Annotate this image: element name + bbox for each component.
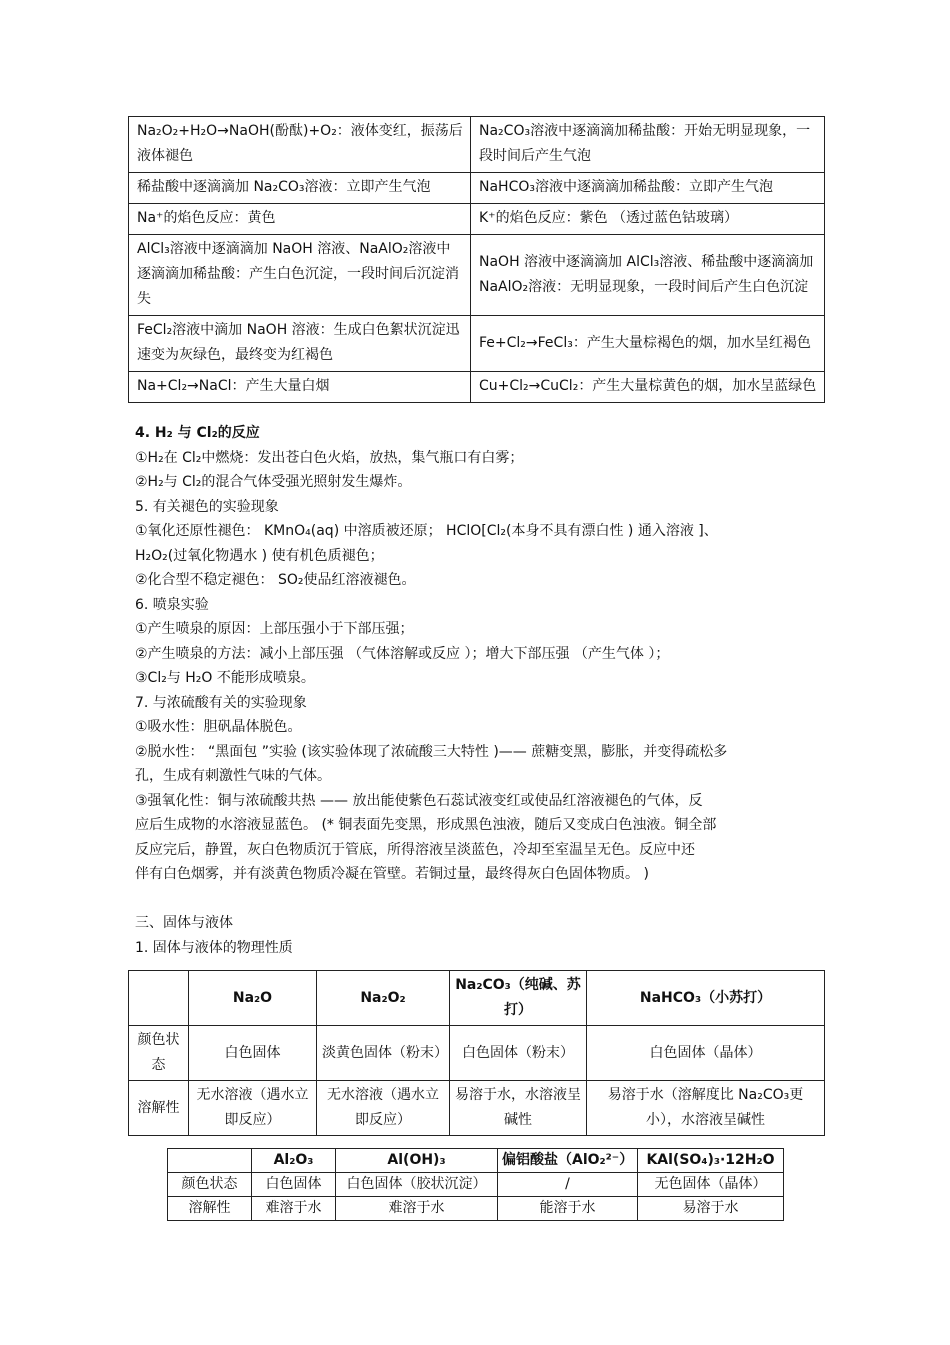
reaction-phenomena-table — [128, 116, 825, 403]
table-cell: 易溶于水（溶解度比 Na₂CO₃更小），水溶液呈碱性 — [587, 1081, 825, 1136]
table-cell: Na₂CO₃溶液中逐滴滴加稀盐酸：开始无明显现象，一段时间后产生气泡 — [471, 117, 825, 173]
table-cell: Na⁺的焰色反应：黄色 — [129, 204, 471, 235]
table-cell: 无水溶液（遇水立即反应） — [189, 1081, 317, 1136]
text-line: ②产生喷泉的方法：减小上部压强 （气体溶解或反应 ）；增大下部压强 （产生气体 ）； — [135, 645, 670, 662]
table-header: Na₂O₂ — [317, 971, 450, 1026]
table-header-row — [168, 1149, 784, 1173]
text-line: ③强氧化性：铜与浓硫酸共热 —— 放出能使紫色石蕊试液变红或使品红溶液褪色的气体，反 — [135, 792, 703, 809]
table-cell: 白色固体（粉末） — [450, 1026, 587, 1081]
table-header — [168, 1149, 252, 1173]
table-cell: 无色固体（晶体） — [638, 1173, 784, 1197]
row-label: 颜色状态 — [129, 1026, 189, 1081]
table-header: Na₂O — [189, 971, 317, 1026]
table-header — [129, 971, 189, 1026]
row-label: 颜色状态 — [168, 1173, 252, 1197]
aluminum-compounds-table — [167, 1148, 784, 1221]
table-cell: 能溶于水 — [498, 1197, 638, 1221]
table-cell: AlCl₃溶液中逐滴滴加 NaOH 溶液、NaAlO₂溶液中逐滴滴加稀盐酸：产生白色沉淀，一段时间后沉淀消失 — [129, 235, 471, 316]
text-line: ①产生喷泉的原因：上部压强小于下部压强； — [135, 621, 414, 637]
table-cell: NaOH 溶液中逐滴滴加 AlCl₃溶液、稀盐酸中逐滴滴加 NaAlO₂溶液：无明显现象，一段时间后产生白色沉淀 — [471, 235, 825, 316]
table-header: Al₂O₃ — [252, 1149, 336, 1173]
table-cell: 难溶于水 — [336, 1197, 498, 1221]
table-cell: 白色固体 — [252, 1173, 336, 1197]
table-header: 偏铝酸盐（AlO₂²⁻） — [498, 1149, 638, 1173]
chapter-heading: 三、固体与液体 — [135, 915, 233, 931]
table-row — [168, 1173, 784, 1197]
table-cell: 白色固体 — [189, 1026, 317, 1081]
table-header: KAl(SO₄)₃·12H₂O — [638, 1149, 784, 1173]
body-text — [135, 421, 825, 960]
section-heading-7: 7. 与浓硫酸有关的实验现象 — [135, 694, 307, 711]
text-line: 反应完后，静置，灰白色物质沉于管底，所得溶液呈淡蓝色，冷却至室温呈无色。反应中还 — [135, 841, 695, 858]
table-row — [129, 1081, 825, 1136]
table-row — [129, 316, 825, 372]
section-heading-4: 4. H₂ 与 Cl₂的反应 — [135, 425, 260, 441]
table-cell: 易溶于水，水溶液呈碱性 — [450, 1081, 587, 1136]
table-row — [129, 1026, 825, 1081]
table-row — [129, 204, 825, 235]
text-line: H₂O₂(过氧化物遇水 ) 使有机色质褪色； — [135, 547, 384, 564]
text-line: ①氧化还原性褪色： KMnO₄(aq) 中溶质被还原； HClO[Cl₂(本身不具有漂白性 ) 通入溶液 ]、 — [135, 523, 718, 539]
table-cell: Na₂O₂+H₂O→NaOH(酚酞)+O₂：液体变红，振荡后液体褪色 — [129, 117, 471, 173]
table-header-row — [129, 971, 825, 1026]
sodium-compounds-table — [128, 970, 825, 1136]
table-cell: FeCl₂溶液中滴加 NaOH 溶液：生成白色絮状沉淀迅速变为灰绿色，最终变为红褐色 — [129, 316, 471, 372]
table-row — [129, 173, 825, 204]
spacer — [135, 887, 825, 912]
table-cell: K⁺的焰色反应：紫色 （透过蓝色钴玻璃） — [471, 204, 825, 235]
text-line: ①吸水性：胆矾晶体脱色。 — [135, 719, 302, 735]
table-cell: NaHCO₃溶液中逐滴滴加稀盐酸：立即产生气泡 — [471, 173, 825, 204]
table-header: Al(OH)₃ — [336, 1149, 498, 1173]
section-heading-5: 5. 有关褪色的实验现象 — [135, 498, 279, 515]
text-line: ②化合型不稳定褪色： SO₂使品红溶液褪色。 — [135, 572, 416, 588]
table-row — [129, 117, 825, 173]
table-cell: 易溶于水 — [638, 1197, 784, 1221]
section-heading-1: 1. 固体与液体的物理性质 — [135, 939, 293, 956]
section-heading-6: 6. 喷泉实验 — [135, 596, 209, 613]
table-cell: 无水溶液（遇水立即反应） — [317, 1081, 450, 1136]
table-cell: / — [498, 1173, 638, 1197]
row-label: 溶解性 — [168, 1197, 252, 1221]
text-line: 应后生成物的水溶液显蓝色。 (* 铜表面先变黑，形成黑色浊液，随后又变成白色浊液。铜全部 — [135, 817, 717, 833]
table-cell: 淡黄色固体（粉末） — [317, 1026, 450, 1081]
table-cell: 白色固体（胶状沉淀） — [336, 1173, 498, 1197]
table-cell: 难溶于水 — [252, 1197, 336, 1221]
table-cell: Na+Cl₂→NaCl：产生大量白烟 — [129, 372, 471, 403]
text-line: ①H₂在 Cl₂中燃烧：发出苍白色火焰，放热，集气瓶口有白雾； — [135, 449, 524, 466]
text-line: 伴有白色烟雾，并有淡黄色物质冷凝在管壁。若铜过量，最终得灰白色固体物质。 ) — [135, 866, 649, 882]
text-line: ②脱水性： “黑面包 ”实验 (该实验体现了浓硫酸三大特性 )—— 蔗糖变黑，膨胀，并变得疏松多 — [135, 743, 728, 760]
table-row — [129, 372, 825, 403]
table-cell: 白色固体（晶体） — [587, 1026, 825, 1081]
text-line: 孔，生成有刺激性气味的气体。 — [135, 768, 331, 784]
text-line: ③Cl₂与 H₂O 不能形成喷泉。 — [135, 670, 315, 686]
row-label: 溶解性 — [129, 1081, 189, 1136]
table-cell: Fe+Cl₂→FeCl₃：产生大量棕褐色的烟，加水呈红褐色 — [471, 316, 825, 372]
table-header: NaHCO₃（小苏打） — [587, 971, 825, 1026]
text-line: ②H₂与 Cl₂的混合气体受强光照射发生爆炸。 — [135, 474, 412, 490]
table-cell: Cu+Cl₂→CuCl₂：产生大量棕黄色的烟，加水呈蓝绿色 — [471, 372, 825, 403]
table-row — [168, 1197, 784, 1221]
table-row — [129, 235, 825, 316]
table-header: Na₂CO₃（纯碱、苏打） — [450, 971, 587, 1026]
table-cell: 稀盐酸中逐滴滴加 Na₂CO₃溶液：立即产生气泡 — [129, 173, 471, 204]
